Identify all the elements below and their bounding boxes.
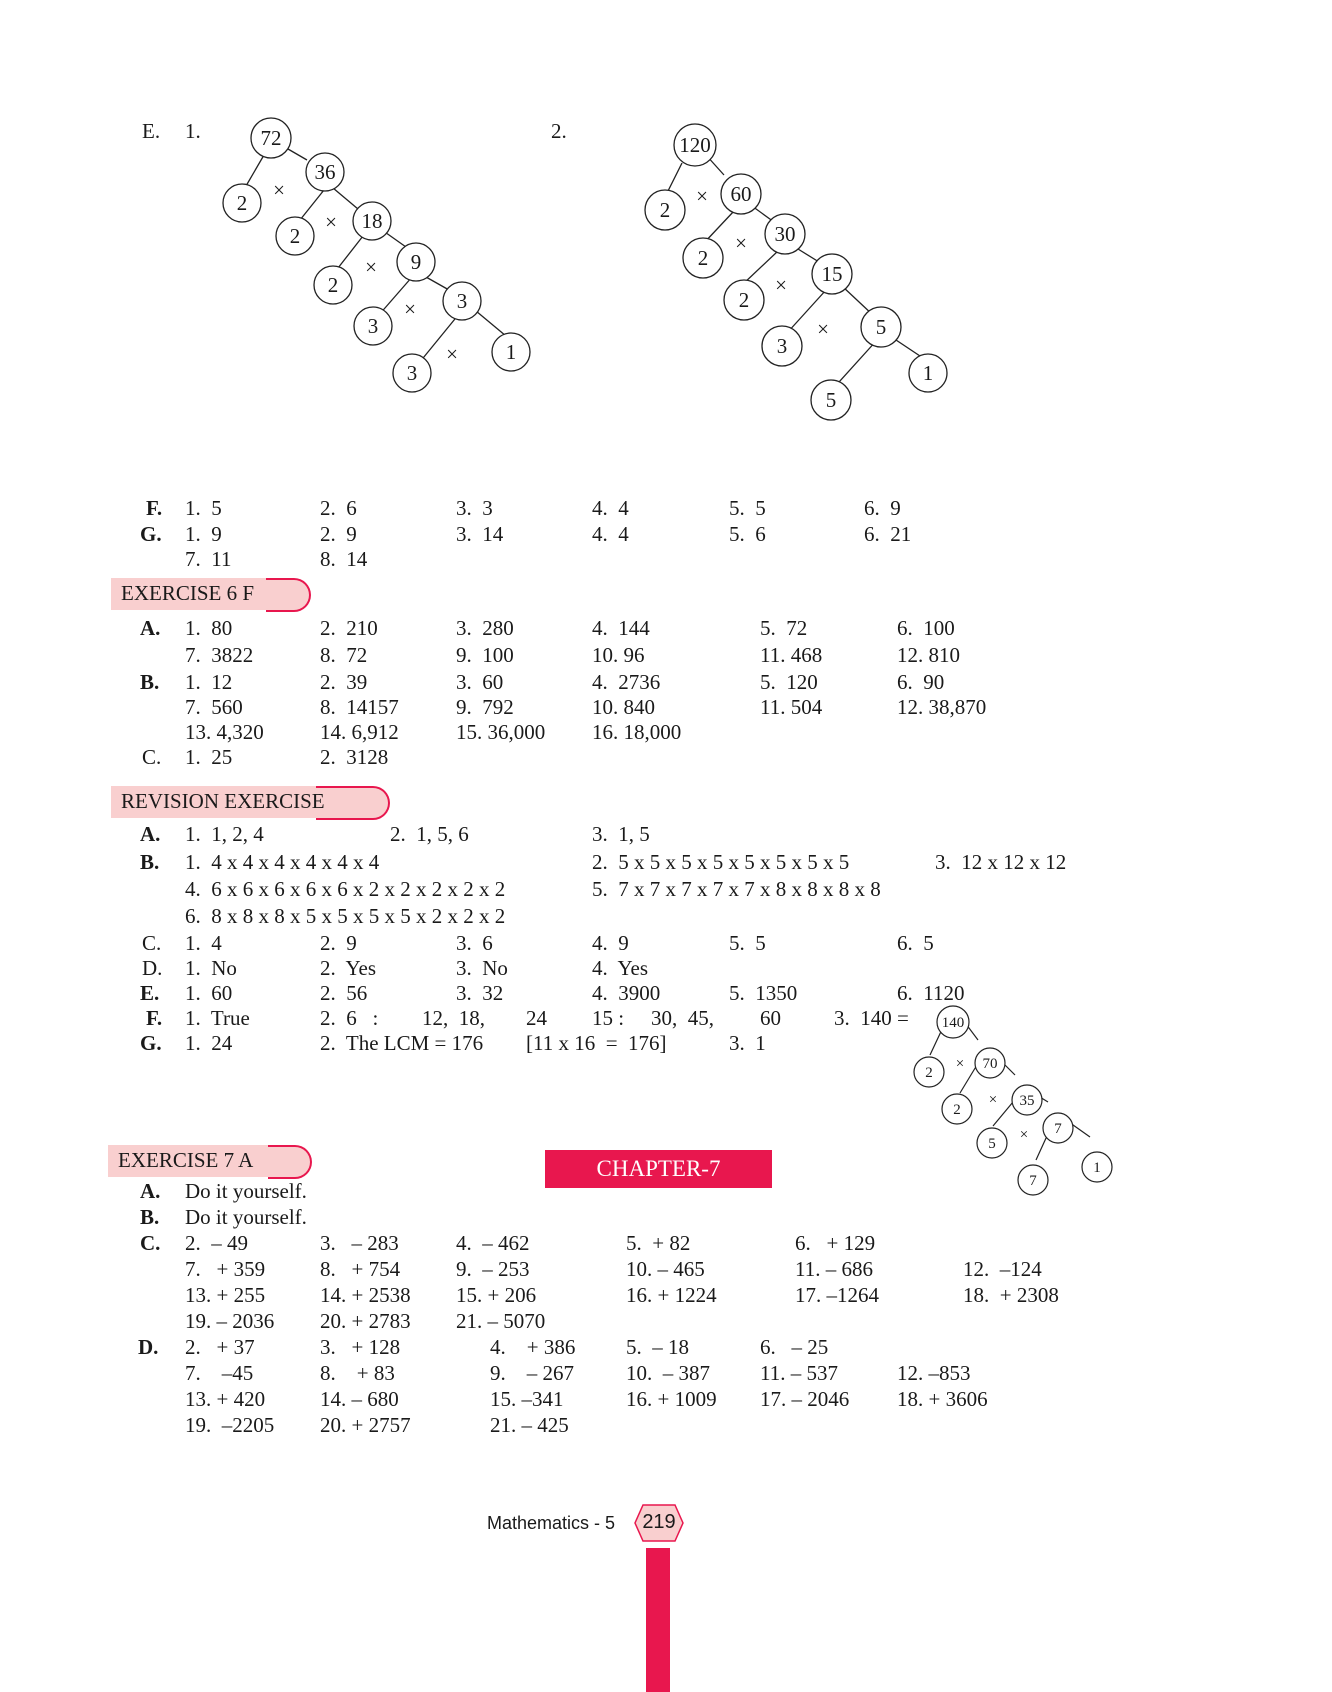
ex7a-answer: 11. – 537 [760,1361,838,1385]
ex7a-answer: 9. – 267 [490,1361,574,1385]
ex7a-answer: 5. + 82 [626,1231,691,1255]
ex7a-a-label: A. [140,1179,161,1203]
tree2-node-label: 1 [922,361,934,385]
ex7a-answer: 6. + 129 [795,1231,876,1255]
rev-answer: 3. 6 [456,931,493,955]
row-f-item: 5. 5 [729,496,766,520]
tree140-node-label: 2 [953,1102,961,1118]
section-e-label: E. [142,119,161,143]
ex6f-answer: 1. 80 [185,616,233,640]
rev-c-label: C. [142,931,162,955]
tree140-node-label: 5 [988,1136,996,1152]
page-edge-bar [646,1548,670,1692]
ex6f-answer: 3. 60 [456,670,504,694]
tree2-node-label: 2 [697,246,709,270]
ex7a-answer: 4. + 386 [490,1335,576,1359]
times-sign: × [955,1056,965,1072]
e-q2-number: 2. [551,119,567,143]
times-sign: × [1019,1127,1029,1143]
rev-answer: 1. 60 [185,981,233,1005]
ex7a-answer: 16. + 1224 [626,1283,717,1307]
tree140-node-label: 7 [1029,1173,1037,1189]
exercise-7a-title: EXERCISE 7 A [118,1148,254,1172]
times-sign: × [325,210,337,234]
footer-subject: Mathematics - 5 [487,1513,616,1533]
rev-b-label: B. [140,850,160,874]
rev-answer: 2. 9 [320,931,357,955]
ex7a-answer: 7. + 359 [185,1257,266,1281]
rev-answer: 2. 1, 5, 6 [390,822,469,846]
rev-answer: 2. 56 [320,981,368,1005]
ex7a-answer: 17. –1264 [795,1283,879,1307]
tree1-node-label: 72 [260,126,282,150]
ex7a-answer: 2. + 37 [185,1335,255,1359]
ex7a-answer: 14. + 2538 [320,1283,411,1307]
tree140-node-label: 1 [1093,1160,1101,1176]
e-q1-number: 1. [185,119,201,143]
times-sign: × [775,273,787,297]
tree140-node-label: 140 [941,1015,965,1031]
ex6f-answer: 2. 39 [320,670,368,694]
tree1-node-label: 2 [289,224,301,248]
row-f-item: 1. 5 [185,496,222,520]
ex7a-answer: 9. – 253 [456,1257,530,1281]
ex6f-answer: 2. 3128 [320,745,389,769]
ex7a-answer: 19. – 2036 [185,1309,275,1333]
ex6f-answer: 16. 18,000 [592,720,682,744]
times-sign: × [696,184,708,208]
ex6f-answer: 15. 36,000 [456,720,546,744]
ex6f-b-label: B. [140,670,160,694]
tree1-node-label: 1 [505,340,517,364]
row-g-item: 7. 11 [185,547,232,571]
ex6f-answer: 8. 72 [320,643,368,667]
ex6f-answer: 5. 120 [760,670,818,694]
ex6f-answer: 11. 504 [760,695,823,719]
times-sign: × [817,317,829,341]
rev-answer: 15 : [592,1006,625,1030]
ex7a-answer: 10. – 465 [626,1257,705,1281]
ex7a-answer: 20. + 2783 [320,1309,411,1333]
tree1-node-label: 2 [236,191,248,215]
exercise-6f-header [111,578,311,610]
rev-g-label: G. [140,1031,162,1055]
times-sign: × [404,297,416,321]
rev-answer: 1. True [185,1006,250,1030]
ex6f-answer: 10. 96 [592,643,645,667]
ex7a-answer: 8. + 83 [320,1361,395,1385]
rev-answer: 1. 1, 2, 4 [185,822,264,846]
ex6f-answer: 12. 38,870 [897,695,987,719]
tree2-node-label: 5 [825,388,837,412]
rev-answer: 3. No [456,956,508,980]
rev-answer: 5. 7 x 7 x 7 x 7 x 7 x 8 x 8 x 8 x 8 [592,877,881,901]
row-f-label: F. [146,496,163,520]
rev-answer: 4. Yes [592,956,649,980]
rev-f-label: F. [146,1006,163,1030]
ex6f-answer: 5. 72 [760,616,808,640]
ex7a-answer: 8. + 754 [320,1257,401,1281]
rev-answer: 4. 6 x 6 x 6 x 6 x 6 x 2 x 2 x 2 x 2 x 2 [185,877,506,901]
ex7a-answer: 18. + 2308 [963,1283,1059,1307]
ex6f-answer: 11. 468 [760,643,823,667]
ex7a-answer: 21. – 425 [490,1413,569,1437]
ex7a-answer: 15. + 206 [456,1283,537,1307]
rev-answer: [11 x 16 = 176] [526,1031,667,1055]
row-g-item: 1. 9 [185,522,222,546]
row-g-item: 8. 14 [320,547,368,571]
ex7a-answer: 12. –853 [897,1361,971,1385]
ex6f-answer: 12. 810 [897,643,960,667]
ex6f-answer: 6. 90 [897,670,945,694]
row-f-item: 4. 4 [592,496,629,520]
row-g-item: 6. 21 [864,522,912,546]
ex6f-c-label: C. [142,745,162,769]
rev-answer: 30, 45, [651,1006,714,1030]
ex6f-answer: 7. 560 [185,695,243,719]
ex7a-answer: 17. – 2046 [760,1387,850,1411]
ex7a-answer: 7. –45 [185,1361,254,1385]
ex6f-answer: 3. 280 [456,616,514,640]
tree2-node-label: 30 [774,222,796,246]
ex7a-a-text: Do it yourself. [185,1179,307,1203]
rev-answer: 3. 1 [729,1031,766,1055]
rev-answer: 60 [760,1006,781,1030]
ex7a-answer: 6. – 25 [760,1335,829,1359]
rev-answer: 2. 6 : [320,1006,379,1030]
rev-a-label: A. [140,822,161,846]
rev-answer: 3. 140 = [834,1006,909,1030]
ex7a-answer: 13. + 420 [185,1387,266,1411]
times-sign: × [735,231,747,255]
tree1-node-label: 18 [361,209,383,233]
rev-answer: 4. 9 [592,931,629,955]
tree140-node-label: 2 [925,1065,933,1081]
tree1-node-label: 2 [327,273,339,297]
rev-e-label: E. [140,981,160,1005]
ex7a-answer: 11. – 686 [795,1257,873,1281]
rev-answer: 3. 12 x 12 x 12 [935,850,1067,874]
ex7a-answer: 4. – 462 [456,1231,530,1255]
ex6f-answer: 13. 4,320 [185,720,264,744]
ex7a-answer: 2. – 49 [185,1231,248,1255]
rev-answer: 4. 3900 [592,981,661,1005]
tree2-node-label: 120 [679,133,711,157]
row-g-label: G. [140,522,162,546]
rev-d-label: D. [142,956,163,980]
tree140-node-label: 7 [1054,1121,1062,1137]
rev-answer: 2. The LCM = 176 [320,1031,484,1055]
rev-answer: 2. Yes [320,956,377,980]
tree140-node-label: 70 [982,1056,998,1072]
times-sign: × [446,342,458,366]
ex6f-answer: 9. 100 [456,643,514,667]
ex7a-b-text: Do it yourself. [185,1205,307,1229]
ex6f-answer: 4. 144 [592,616,650,640]
row-f-item: 2. 6 [320,496,357,520]
ex7a-answer: 19. –2205 [185,1413,275,1437]
ex7a-answer: 18. + 3606 [897,1387,988,1411]
ex7a-answer: 3. – 283 [320,1231,399,1255]
ex7a-answer: 21. – 5070 [456,1309,546,1333]
tree1-node-label: 36 [314,160,336,184]
tree140-node-label: 35 [1019,1093,1035,1109]
ex7a-answer: 14. – 680 [320,1387,399,1411]
rev-answer: 5. 1350 [729,981,798,1005]
exercise-6f-title: EXERCISE 6 F [121,581,255,605]
ex7a-d-label: D. [138,1335,159,1359]
row-g-item: 3. 14 [456,522,504,546]
ex7a-answer: 10. – 387 [626,1361,710,1385]
rev-answer: 6. 1120 [897,981,965,1005]
rev-answer: 1. 24 [185,1031,233,1055]
rev-answer: 5. 5 [729,931,766,955]
revision-exercise-title: REVISION EXERCISE [121,789,325,813]
rev-answer: 1. 4 x 4 x 4 x 4 x 4 x 4 [185,850,380,874]
chapter-heading: CHAPTER-7 [545,1150,772,1188]
ex6f-answer: 7. 3822 [185,643,254,667]
ex7a-answer: 13. + 255 [185,1283,266,1307]
tree1-node-label: 3 [456,289,468,313]
ex7a-answer: 15. –341 [490,1387,564,1411]
row-f-item: 3. 3 [456,496,493,520]
page-number-badge [634,1504,684,1542]
tree2-node-label: 2 [659,198,671,222]
ex6f-answer: 1. 25 [185,745,233,769]
ex6f-answer: 10. 840 [592,695,655,719]
tree1-node-label: 3 [406,361,418,385]
ex6f-answer: 14. 6,912 [320,720,399,744]
ex6f-answer: 1. 12 [185,670,233,694]
ex6f-answer: 4. 2736 [592,670,661,694]
ex6f-answer: 8. 14157 [320,695,399,719]
row-g-item: 5. 6 [729,522,766,546]
page-number: 219 [642,1511,676,1533]
times-sign: × [988,1092,998,1108]
rev-answer: 2. 5 x 5 x 5 x 5 x 5 x 5 x 5 x 5 [592,850,850,874]
exercise-7a-header [108,1145,313,1177]
rev-answer: 1. 4 [185,931,222,955]
times-sign: × [365,255,377,279]
ex6f-a-label: A. [140,616,161,640]
ex6f-answer: 9. 792 [456,695,514,719]
tree2-node-label: 2 [738,288,750,312]
rev-answer: 1. No [185,956,237,980]
tree1-node-label: 3 [367,314,379,338]
tree1-node-label: 9 [410,250,422,274]
row-f-item: 6. 9 [864,496,901,520]
ex6f-answer: 2. 210 [320,616,378,640]
ex7a-answer: 12. –124 [963,1257,1042,1281]
ex6f-answer: 6. 100 [897,616,955,640]
rev-answer: 6. 8 x 8 x 8 x 5 x 5 x 5 x 5 x 2 x 2 x 2 [185,904,506,928]
row-g-item: 2. 9 [320,522,357,546]
rev-answer: 24 [526,1006,547,1030]
rev-answer: 12, 18, [422,1006,485,1030]
ex7a-answer: 5. – 18 [626,1335,689,1359]
tree2-node-label: 60 [730,182,752,206]
ex7a-answer: 16. + 1009 [626,1387,717,1411]
row-g-item: 4. 4 [592,522,629,546]
ex7a-b-label: B. [140,1205,160,1229]
rev-answer: 3. 32 [456,981,504,1005]
revision-exercise-header [111,786,391,818]
times-sign: × [273,178,285,202]
ex7a-c-label: C. [140,1231,161,1255]
ex7a-answer: 20. + 2757 [320,1413,411,1437]
tree2-node-label: 15 [821,262,843,286]
tree2-node-label: 3 [776,334,788,358]
tree2-node-label: 5 [875,315,887,339]
rev-answer: 6. 5 [897,931,934,955]
factor-trees [0,0,1332,480]
rev-answer: 3. 1, 5 [592,822,650,846]
ex7a-answer: 3. + 128 [320,1335,401,1359]
